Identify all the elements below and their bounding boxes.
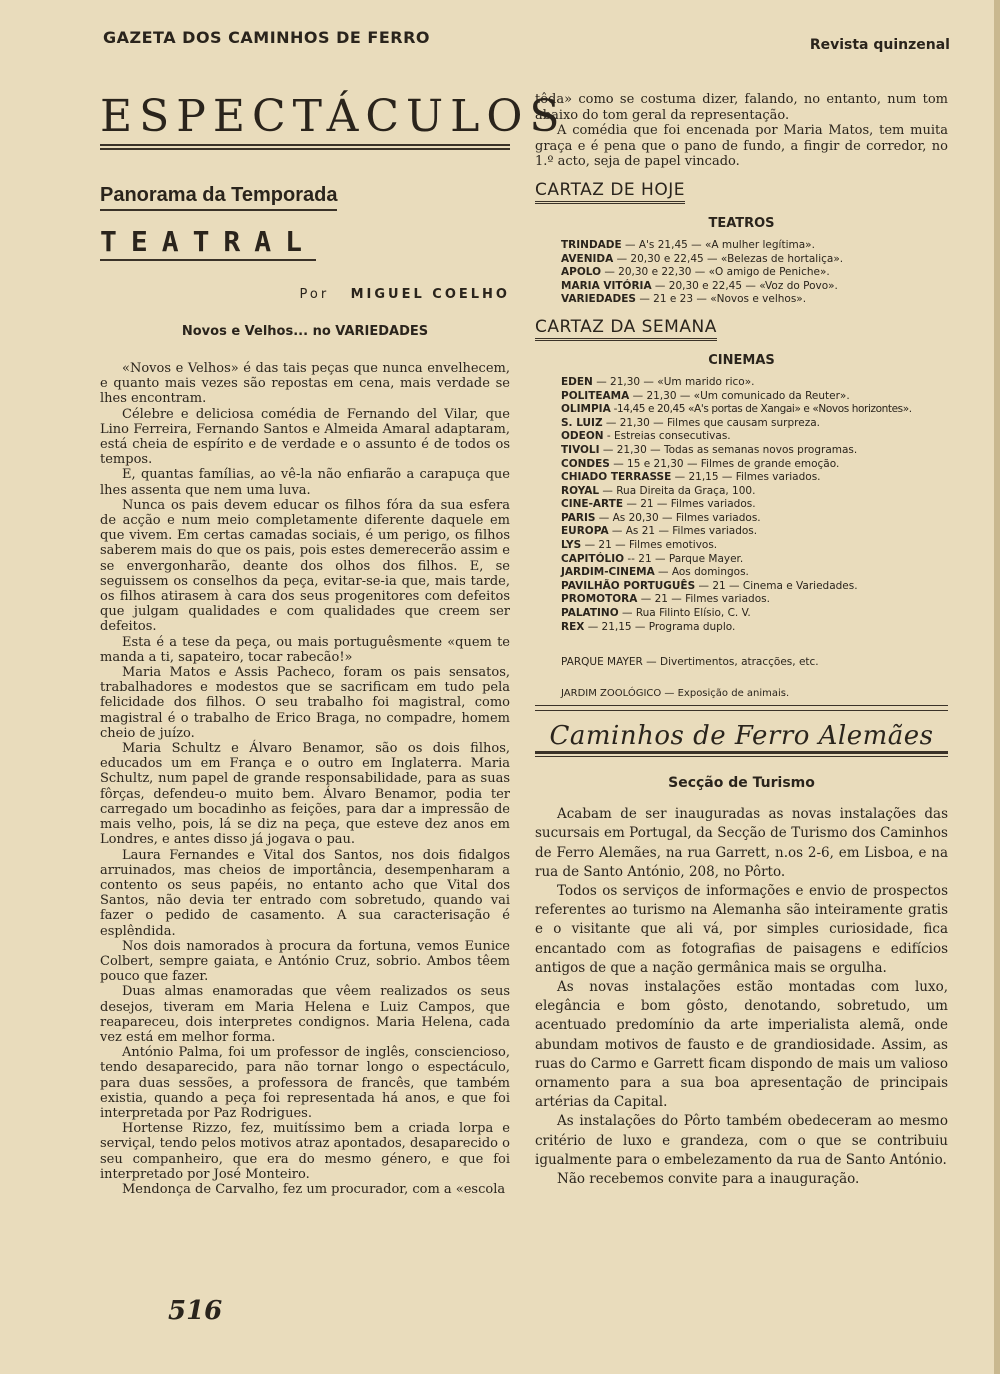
venue-name: CONDES <box>561 457 610 470</box>
cinemas-list <box>535 376 948 634</box>
article-heading <box>100 324 510 339</box>
list-item <box>561 593 948 607</box>
venue-name: AVENIDA <box>561 252 614 265</box>
venue-info: — 21,30 — Todas as semanas novos programas. <box>599 443 858 456</box>
venue-name: REX <box>561 620 585 633</box>
list-item <box>561 417 948 431</box>
venue-info: — 20,30 e 22,45 — «Voz do Povo». <box>651 279 838 292</box>
venue-info: — 21,30 — «Um marido rico». <box>592 375 755 388</box>
list-item <box>561 293 948 307</box>
article-subtitle: Panorama da Temporada <box>100 184 337 211</box>
venue-name: LYS <box>561 539 582 552</box>
byline-author: MIGUEL COELHO <box>350 287 510 302</box>
venue-name: CAPITÓLIO <box>561 552 625 565</box>
venue-name: CHIADO TERRASSE <box>561 471 672 484</box>
venue-info: — Rua Direita da Graça, 100. <box>599 484 756 497</box>
list-item <box>561 498 948 512</box>
ornamental-rule <box>535 705 948 711</box>
caminhos-ferro-body <box>535 805 948 1189</box>
venue-name: OLIMPIA <box>561 403 611 416</box>
list-item <box>561 566 948 580</box>
venue-info: — 20,30 e 22,45 — «Belezas de hortaliça». <box>613 252 844 265</box>
paragraph: tôda» como se costuma dizer, falando, no entanto, num tom abaixo do tom geral da representação. <box>535 92 948 123</box>
venue-name: EUROPA <box>561 525 609 538</box>
list-item <box>561 553 948 567</box>
paragraph: Esta é a tese da peça, ou mais portuguêsmente «quem te manda a ti, sapateiro, tocar rabecão!» <box>100 634 510 665</box>
venue-info: — Aos domingos. <box>654 566 749 579</box>
turismo-heading: Secção de Turismo <box>668 775 815 792</box>
venue-info: — 21,15 — Filmes variados. <box>671 471 821 484</box>
list-item <box>561 266 948 280</box>
paragraph: Não recebemos convite para a inauguração. <box>557 1171 860 1188</box>
cartaz-hoje-title: CARTAZ DE HOJE <box>535 180 685 204</box>
publication-title: GAZETA DOS CAMINHOS DE FERRO <box>103 28 431 47</box>
paragraph: Hortense Rizzo, fez, muitíssimo bem a criada lorpa e serviçal, tendo pelos motivos atraz apontados, desaparecido o seu companheiro, que era do mesmo género, e que foi interpretado por José Monteiro. <box>100 1121 510 1182</box>
page-title: ESPECTÁCULOS <box>100 91 567 142</box>
venue-name: MARIA VITÓRIA <box>561 279 652 292</box>
list-item <box>561 458 948 472</box>
paragraph: Nunca os pais devem educar os filhos fóra da sua esfera de acção e num meio completamente diferente daquele em que vivem. Em certas camadas sociais, é um perigo, os filhos saberem mais do que os pais, pois estes demerecerão assim e se envergonharão, deante dos olhos dos filhos. E, se seguissem os conselhos da peça, evitar-se-ia que, mais tarde, os filhos atirasem à cara dos seus progenitores com defeitos que julgam qualidades e com qualidades que creem ser defeitos. <box>100 497 510 635</box>
venue-name: PALATINO <box>561 607 619 620</box>
cinemas-heading: CINEMAS <box>708 352 775 368</box>
list-item <box>561 253 948 267</box>
venue-info: — Rua Filinto Elísio, C. V. <box>618 607 751 620</box>
list-item <box>561 430 948 444</box>
venue-name: JARDIM-CINEMA <box>561 566 655 579</box>
caminhos-ferro-rule <box>535 751 948 757</box>
list-item <box>561 607 948 621</box>
byline <box>100 287 510 302</box>
venue-info: — 21 — Cinema e Variedades. <box>695 579 858 592</box>
venue-name: POLITEAMA <box>561 389 630 402</box>
list-item <box>561 580 948 594</box>
paragraph: E, quantas famílias, ao vê-la não enfiarão a carapuça que lhes assenta que nem uma luva. <box>100 467 510 498</box>
venue-info: — 21,30 — Filmes que causam surpreza. <box>602 416 820 429</box>
venue-info: — 21 — Filmes variados. <box>637 593 770 606</box>
list-item <box>561 621 948 635</box>
list-item <box>561 280 948 294</box>
venue-info: — As 20,30 — Filmes variados. <box>595 511 761 524</box>
list-item <box>561 403 948 417</box>
list-item <box>561 239 948 253</box>
paragraph: Célebre e deliciosa comédia de Fernando del Vilar, que Lino Ferreira, Fernando Santos e Almeida Amaral adaptaram, está cheia de espírito e de verdade e o assunto é de todos os tempos. <box>100 406 510 468</box>
venue-info: — 21,30 — «Um comunicado da Reuter». <box>629 389 850 402</box>
venue-name: VARIEDADES <box>561 293 636 306</box>
venue-info: — A's 21,45 — «A mulher legítima». <box>621 238 815 251</box>
paragraph: Acabam de ser inauguradas as novas instalações das sucursais em Portugal, da Secção de Turismo dos Caminhos de Ferro Alemães, na rua Garrett, n.os 2-6, em Lisboa, e na rua de Santo António, 208, no Pôrto. <box>535 806 948 880</box>
paragraph: As instalações do Pôrto também obedeceram ao mesmo critério de luxo e grandeza, com o que se contribuiu igualmente para o embelezamento da rua de Santo António. <box>535 1113 948 1168</box>
list-item <box>561 525 948 539</box>
paragraph: As novas instalações estão montadas com luxo, elegância e bom gôsto, denotando, sobretudo, um acentuado predomínio da arte imperialista alemã, onde abundam motivos de fausto e de grandiosidade. Assim, as ruas do Carmo e Garrett ficam dispondo de mais um valioso ornamento para a sua boa apresentação de principais artérias da Capital. <box>535 979 948 1111</box>
venue-info: — As 21 — Filmes variados. <box>608 525 758 538</box>
caminhos-ferro-title: Caminhos de Ferro Alemães <box>549 721 934 752</box>
article-continuation <box>535 92 948 170</box>
article-body <box>100 361 510 1197</box>
teatros-heading: TEATROS <box>708 215 775 231</box>
left-column <box>100 88 567 1197</box>
byline-prefix: Por <box>299 287 330 302</box>
paragraph: António Palma, foi um professor de inglês, consciencioso, tendo desaparecido, para não tornar longo o espectáculo, para duas sessões, a professora de francês, que também existia, quando a peça foi representada há anos, e que foi interpretada por Paz Rodrigues. <box>100 1045 510 1121</box>
venue-name: PAVILHÃO PORTUGUÊS <box>561 579 696 592</box>
teatros-list <box>535 239 948 307</box>
paragraph: Duas almas enamoradas que vêem realizados os seus desejos, tiveram em Maria Helena e Luiz Campos, que reapareceu, dois interpretes condignos. Maria Helena, cada vez está em melhor forma. <box>100 984 510 1045</box>
list-item <box>561 390 948 404</box>
venue-name: PROMOTORA <box>561 593 638 606</box>
venue-name: PARIS <box>561 511 596 524</box>
page-edge <box>994 0 1000 1374</box>
list-item <box>561 512 948 526</box>
parque-mayer-line: PARQUE MAYER — Divertimentos, atracções, etc. <box>561 656 819 669</box>
list-item <box>561 485 948 499</box>
paragraph: Maria Schultz e Álvaro Benamor, são os dois filhos, educados um em França e o outro em Inglaterra. Maria Schultz, num papel de grande responsabilidade, para as suas fôrças, defendeu-o muito bem. Álvaro Benamor, podia ter carregado um bocadinho as feições, para dar a impressão de mais velho, pois, lá se diz na peça, que esteve dez anos em Londres, e antes disso já jogava o pau. <box>100 741 510 848</box>
venue-name: ROYAL <box>561 484 600 497</box>
jardim-zoologico-line: JARDIM ZOOLÓGICO — Exposição de animais. <box>561 688 790 700</box>
paragraph: Laura Fernandes e Vital dos Santos, nos dois fidalgos arruinados, mas cheios de importância, desempenharam a contento os seus papéis, no entanto acho que Vital dos Santos, não devia ter entrado com sobretudo, quando vai fazer o pedido de casamento. A sua caracterisação é esplêndida. <box>100 847 510 939</box>
article-heading-rest: no VARIEDADES <box>308 324 429 339</box>
venue-info: — 21 e 23 — «Novos e velhos». <box>636 293 807 306</box>
article-heading-bold: Novos e Velhos... <box>181 324 309 339</box>
venue-info: -- 21 — Parque Mayer. <box>624 552 744 565</box>
venue-name: TIVOLI <box>561 443 600 456</box>
list-item <box>561 471 948 485</box>
cartaz-semana-title: CARTAZ DA SEMANA <box>535 317 717 341</box>
paragraph: «Novos e Velhos» é das tais peças que nunca envelhecem, e quanto mais vezes são repostas em cena, mais verdade se lhes encontram. <box>100 361 510 407</box>
paragraph: Todos os serviços de informações e envio de prospectos referentes ao turismo na Alemanha são inteiramente gratis e o visitante que ali vá, por simples curiosidade, fica encantado com as fotografias de paisagens e edifícios antigos de que a nação germânica mais se orgulha. <box>535 883 948 976</box>
list-item <box>561 539 948 553</box>
paragraph: A comédia que foi encenada por Maria Matos, tem muita graça e é pena que o pano de fundo, a fingir de corredor, no 1.º acto, seja de papel vincado. <box>535 123 948 170</box>
section-title: TEATRAL <box>100 225 316 261</box>
publication-frequency: Revista quinzenal <box>809 37 950 53</box>
venue-info: — 20,30 e 22,30 — «O amigo de Peniche». <box>601 266 830 279</box>
venue-info: — 21,15 — Programa duplo. <box>584 620 736 633</box>
venue-name: TRINDADE <box>561 238 622 251</box>
venue-name: ODEON <box>561 430 604 443</box>
list-item <box>561 376 948 390</box>
paragraph: Nos dois namorados à procura da fortuna, vemos Eunice Colbert, sempre gaiata, e António Cruz, sobrio. Ambos têem pouco que fazer. <box>100 938 510 985</box>
venue-info: — 21 — Filmes variados. <box>623 498 756 511</box>
right-column <box>535 92 948 1189</box>
venue-info: — 15 e 21,30 — Filmes de grande emoção. <box>609 457 840 470</box>
venue-name: S. LUIZ <box>561 416 603 429</box>
venue-info: — 21 — Filmes emotivos. <box>581 539 718 552</box>
paragraph: Maria Matos e Assis Pacheco, foram os pais sensatos, trabalhadores e modestos que se sacrificam em tudo pela felicidade dos filhos. O seu trabalho foi magistral, como magistral é o trabalho de Erico Braga, no compadre, homem cheio de juízo. <box>100 665 510 741</box>
venue-name: CINE-ARTE <box>561 498 624 511</box>
venue-name: EDEN <box>561 375 593 388</box>
list-item <box>561 444 948 458</box>
venue-info: -14,45 e 20,45 «A's portas de Xangai» e «Novos horizontes». <box>610 403 912 416</box>
title-rule <box>100 144 510 150</box>
venue-info: - Estreias consecutivas. <box>603 430 731 443</box>
paragraph: Mendonça de Carvalho, fez um procurador, com a «escola <box>122 1181 506 1197</box>
page-number: 516 <box>168 1296 223 1326</box>
venue-name: APOLO <box>561 266 601 279</box>
